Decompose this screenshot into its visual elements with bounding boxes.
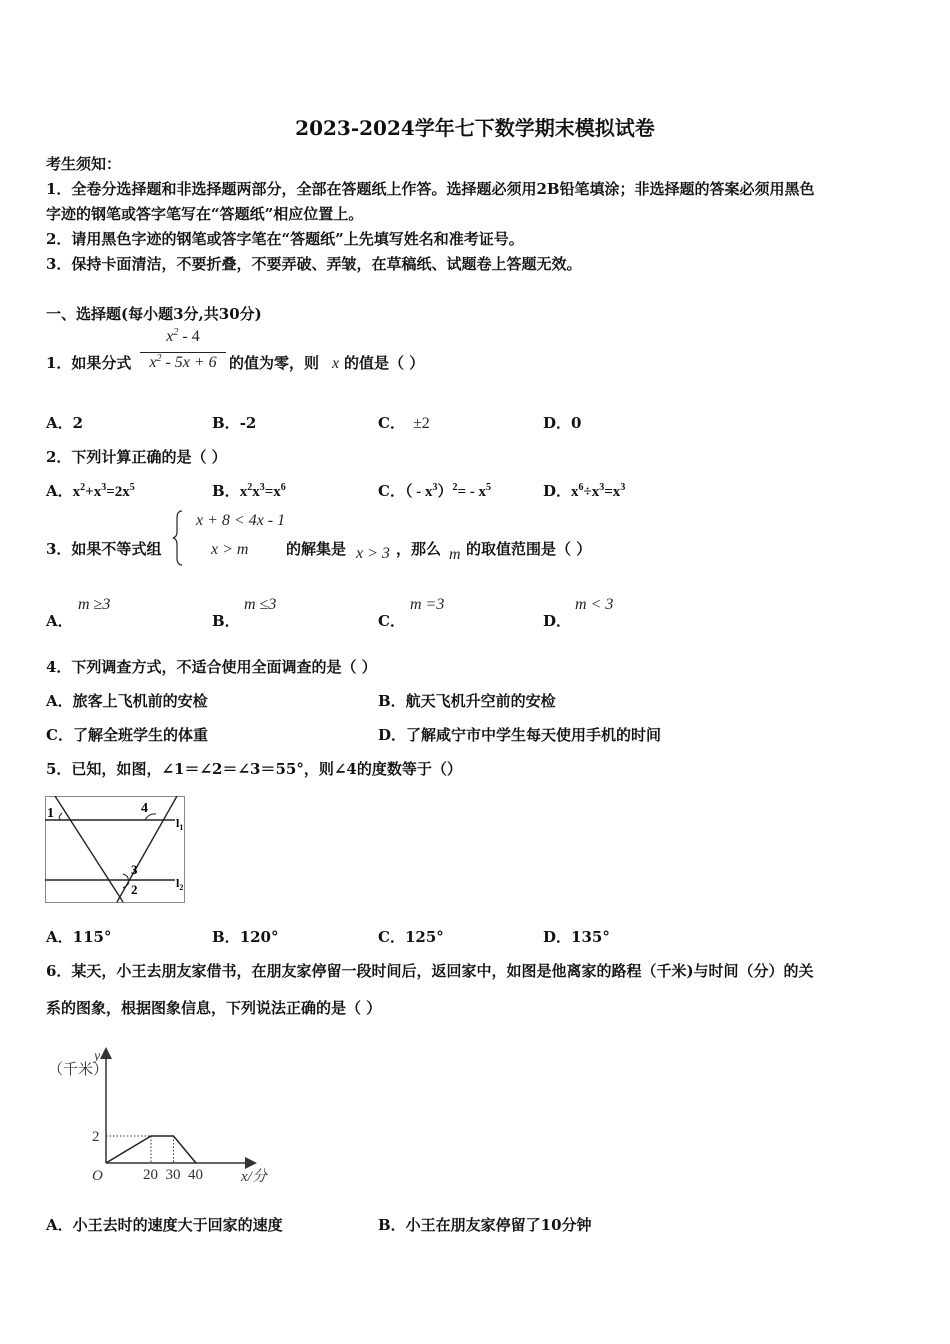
origin-label: O	[92, 1168, 103, 1184]
angle-label-3: 3	[131, 862, 138, 877]
q1-num-var: x	[166, 328, 174, 345]
q2-option-a[interactable]	[46, 480, 135, 501]
option-label: A．	[46, 414, 73, 432]
option-text: 125°	[404, 928, 444, 946]
option-label: A．	[46, 482, 73, 500]
q1-option-d[interactable]	[543, 412, 581, 433]
x-axis-label: x/分	[241, 1169, 267, 1185]
q2-stem: 2．下列计算正确的是（ ）	[46, 448, 227, 466]
q1-num-rest: - 4	[178, 328, 200, 345]
q3-option-c-text: m =3	[410, 596, 445, 613]
option-label: D．	[543, 928, 572, 946]
line-label-l2: $l_2$	[176, 876, 184, 892]
option-label: C．	[378, 482, 405, 500]
guide-lines	[106, 1136, 174, 1163]
option-text: 2	[72, 414, 84, 432]
q1-suffix: 的值是（ ）	[344, 354, 425, 372]
q3-option-a-label[interactable]: A．	[46, 612, 73, 630]
option-label: B．	[212, 482, 240, 500]
option-label: C．	[378, 928, 405, 946]
q6-option-b[interactable]: B．小王在朋友家停留了10分钟	[378, 1216, 592, 1234]
line-label-l1: $l_1$	[176, 816, 184, 832]
q2-option-b[interactable]	[212, 480, 286, 501]
notice-line1b: 字迹的钢笔或答字笔写在“答题纸”相应位置上。	[46, 205, 364, 223]
q6-option-a[interactable]: A．小王去时的速度大于回家的速度	[46, 1216, 283, 1234]
q3-option-d-label[interactable]: D．	[543, 612, 572, 630]
q3-ineq1: x + 8 < 4x - 1	[196, 512, 286, 529]
option-text: 135°	[571, 928, 610, 946]
angle-label-2: 2	[131, 882, 138, 897]
q4-option-a[interactable]: A．旅客上飞机前的安检	[46, 692, 208, 710]
q3-solution: x > 3	[356, 545, 390, 562]
option-label: A．	[46, 928, 73, 946]
fraction-bar	[140, 352, 226, 353]
q1-option-b[interactable]	[212, 412, 256, 433]
section-heading: 一、选择题(每小题3分,共30分)	[46, 305, 262, 323]
option-text: 120°	[239, 928, 279, 946]
notice-line1a: 1．全卷分选择题和非选择题两部分，全部在答题纸上作答。选择题必须用2B铅笔填涂；非选择题的答案必须用黑色	[46, 180, 815, 198]
q1-option-c[interactable]	[378, 412, 430, 433]
option-text: ±2	[412, 415, 430, 432]
notice-line2: 2．请用黑色字迹的钢笔或答字笔在“答题纸”上先填写姓名和准考证号。	[46, 230, 524, 248]
option-label: C．	[378, 414, 405, 432]
notice-heading: 考生须知：	[46, 155, 122, 173]
q1-den-rest: - 5x + 6	[161, 354, 217, 371]
q5-stem: 5．已知，如图，∠1＝∠2＝∠3＝55°，则∠4的度数等于（）	[46, 760, 462, 778]
y-unit-label: （千米）	[48, 1062, 109, 1078]
q3-var: m	[449, 546, 461, 563]
q6-line2: 系的图象，根据图象信息，下列说法正确的是（ ）	[46, 999, 382, 1017]
option-label: B．	[212, 928, 240, 946]
option-text: $x^2+x^3=2x^5$	[72, 482, 135, 500]
notice-line3: 3．保持卡面清洁，不要折叠，不要弄破、弄皱，在草稿纸、试题卷上答题无效。	[46, 255, 582, 273]
x-tick-label: 20	[143, 1167, 158, 1183]
q1-prefix: 1．如果分式	[46, 354, 132, 372]
q4-option-b[interactable]: B．航天飞机升空前的安检	[378, 692, 556, 710]
q1-var: x	[332, 355, 340, 372]
y-axis-label: y	[94, 1049, 101, 1064]
q3-middle1: 的解集是	[286, 540, 347, 558]
q5-option-a[interactable]	[46, 926, 111, 947]
q3-suffix: 的取值范围是（ ）	[466, 540, 592, 558]
q3-option-c-label[interactable]: C．	[378, 612, 405, 630]
q3-ineq2: x > m	[211, 541, 249, 558]
q3-option-d-text: m < 3	[575, 596, 614, 613]
q1-den-exp: 2	[156, 353, 162, 364]
option-label: D．	[543, 414, 572, 432]
tick-labels	[92, 1129, 203, 1183]
option-label: D．	[543, 482, 572, 500]
angle-label-1: 1	[47, 806, 54, 821]
brace-icon	[172, 510, 184, 566]
x-tick-label: 40	[188, 1167, 203, 1183]
q2-option-c[interactable]	[378, 480, 491, 501]
x-tick-label: 30	[165, 1167, 181, 1183]
q5-option-d[interactable]	[543, 926, 610, 947]
q3-option-b-text: m ≤3	[244, 596, 277, 613]
q6-line1: 6．某天，小王去朋友家借书，在朋友家停留一段时间后，返回家中，如图是他离家的路程（千米)与时间（分）的关	[46, 962, 814, 980]
option-text: -2	[239, 414, 257, 432]
q4-option-d[interactable]: D．了解咸宁市中学生每天使用手机的时间	[378, 726, 662, 744]
option-text: $x^6\div x^3=x^3$	[571, 482, 626, 500]
q1-den-var: x	[149, 354, 157, 371]
q5-figure	[45, 796, 187, 904]
q5-option-b[interactable]	[212, 926, 279, 947]
q5-option-c[interactable]	[378, 926, 444, 947]
q2-option-d[interactable]	[543, 480, 625, 501]
page-title: 2023-2024学年七下数学期末模拟试卷	[295, 116, 655, 140]
option-text: （ - $x^3)^2= - x^5$	[404, 482, 492, 500]
q3-middle2: ，那么	[396, 540, 442, 558]
option-label: B．	[212, 414, 240, 432]
q1-middle: 的值为零，则	[229, 354, 320, 372]
angle-label-4: 4	[141, 801, 148, 816]
q6-chart	[44, 1042, 284, 1192]
q3-prefix: 3．如果不等式组	[46, 540, 162, 558]
option-text: $x^2x^3=x^6$	[239, 482, 286, 500]
q3-option-b-label[interactable]: B．	[212, 612, 240, 630]
q1-num-exp: 2	[173, 327, 179, 338]
q3-option-a-text: m ≥3	[78, 596, 111, 613]
q1-option-a[interactable]	[46, 412, 83, 433]
option-text: 115°	[72, 928, 112, 946]
q4-stem: 4．下列调查方式，不适合使用全面调查的是（ ）	[46, 658, 377, 676]
y-tick-label: 2	[92, 1129, 100, 1145]
option-text: 0	[571, 414, 582, 432]
q1-fraction	[140, 328, 226, 376]
q4-option-c[interactable]: C．了解全班学生的体重	[46, 726, 208, 744]
